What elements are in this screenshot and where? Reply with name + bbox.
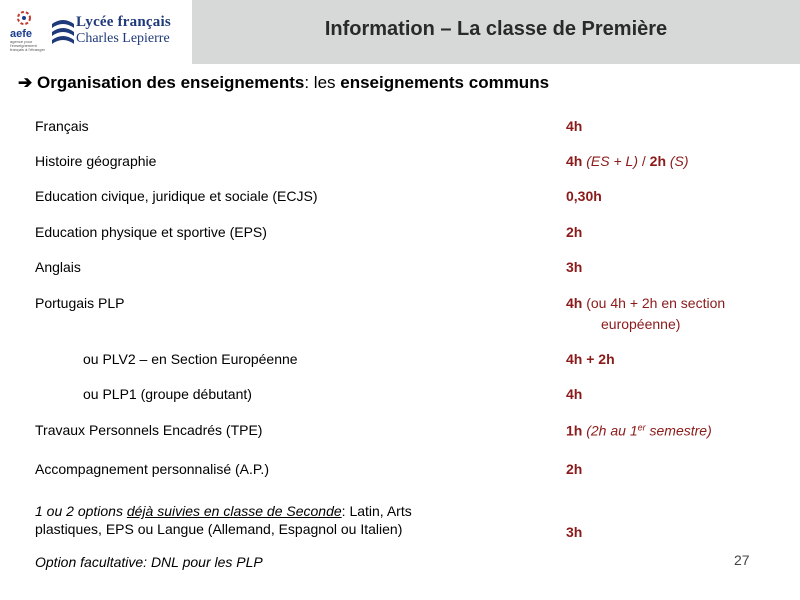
hours-value-bold: 4h bbox=[566, 386, 583, 402]
hours-value bbox=[566, 524, 582, 540]
arrow-right-icon: ➔ bbox=[18, 73, 33, 92]
hours-value-bold: 2h bbox=[566, 224, 583, 240]
logo-area bbox=[0, 0, 192, 64]
hours-value bbox=[566, 422, 712, 439]
hours-value bbox=[566, 118, 582, 134]
page-number: 27 bbox=[734, 552, 750, 568]
options-italic-lead: 1 ou 2 options bbox=[35, 503, 127, 519]
hours-value bbox=[566, 224, 582, 240]
subject-label: ou PLV2 – en Section Européenne bbox=[83, 351, 298, 367]
lycee-logo bbox=[50, 14, 190, 50]
aefe-logo-subtext: agence pour l'enseignement français à l'étranger bbox=[10, 39, 46, 52]
hours-value bbox=[566, 295, 725, 311]
hours-value bbox=[566, 259, 582, 275]
hours-value-bold: 3h bbox=[566, 524, 583, 540]
subtitle-part-bold1: Organisation des enseignements bbox=[36, 73, 305, 92]
hours-value-note: (ou 4h + 2h en section bbox=[582, 295, 726, 311]
lycee-logo-line1: Lycée français bbox=[76, 14, 171, 30]
hours-value bbox=[566, 153, 689, 169]
title-bar bbox=[192, 0, 800, 64]
aefe-logo-icon bbox=[10, 10, 48, 30]
options-underlined: déjà suivies en classe de Seconde bbox=[126, 503, 342, 519]
aefe-logo bbox=[10, 10, 48, 56]
hours-value-bold: 2h bbox=[649, 153, 666, 169]
subject-label: ou PLP1 (groupe débutant) bbox=[83, 386, 252, 402]
hours-value bbox=[566, 351, 615, 367]
subject-label: Histoire géographie bbox=[35, 153, 157, 169]
lycee-logo-line2: Charles Lepierre bbox=[76, 31, 170, 46]
hours-value bbox=[566, 386, 582, 402]
hours-value-superscript: er bbox=[637, 422, 646, 432]
subject-label: Anglais bbox=[35, 259, 81, 275]
page-title: Information – La classe de Première bbox=[324, 18, 668, 40]
hours-value-italic: (S) bbox=[666, 153, 689, 169]
hours-value bbox=[566, 461, 582, 477]
subject-label: Portugais PLP bbox=[35, 295, 125, 311]
hours-value-bold: 1h bbox=[566, 422, 583, 439]
section-subtitle bbox=[18, 73, 549, 93]
aefe-logo-text: aefe bbox=[10, 28, 33, 40]
subtitle-part-bold2: enseignements communs bbox=[340, 73, 550, 92]
lycee-logo-icon bbox=[50, 16, 76, 48]
hours-value-bold: 4h bbox=[566, 153, 583, 169]
subject-label: Français bbox=[35, 118, 89, 134]
option-facultative: Option facultative: DNL pour les PLP bbox=[35, 554, 263, 570]
hours-value-bold: 0,30h bbox=[566, 188, 602, 204]
options-rest-line2: plastiques, EPS ou Langue (Allemand, Espagnol ou Italien) bbox=[35, 521, 403, 537]
hours-value-bold: 4h bbox=[566, 118, 583, 134]
hours-value-italic: (ES + L) bbox=[582, 153, 642, 169]
hours-value-italic: semestre) bbox=[645, 422, 712, 439]
hours-value-bold: 4h bbox=[566, 295, 583, 311]
hours-value-note-line2: européenne) bbox=[601, 316, 681, 332]
hours-value-bold: 3h bbox=[566, 259, 583, 275]
subject-label: Education physique et sportive (EPS) bbox=[35, 224, 267, 240]
subject-label: Travaux Personnels Encadrés (TPE) bbox=[35, 422, 263, 438]
hours-value-bold: 4h + 2h bbox=[566, 351, 615, 367]
subtitle-part-plain: : les bbox=[304, 73, 341, 92]
hours-value-separator: / bbox=[641, 153, 650, 169]
hours-value-italic: (2h au 1 bbox=[582, 422, 638, 439]
subject-label: Accompagnement personnalisé (A.P.) bbox=[35, 461, 269, 477]
options-label bbox=[35, 502, 505, 538]
subject-label: Education civique, juridique et sociale (ECJS) bbox=[35, 188, 318, 204]
options-rest-line1: : Latin, Arts bbox=[341, 503, 412, 519]
header bbox=[0, 0, 800, 64]
hours-value bbox=[566, 188, 602, 204]
hours-value-bold: 2h bbox=[566, 461, 583, 477]
